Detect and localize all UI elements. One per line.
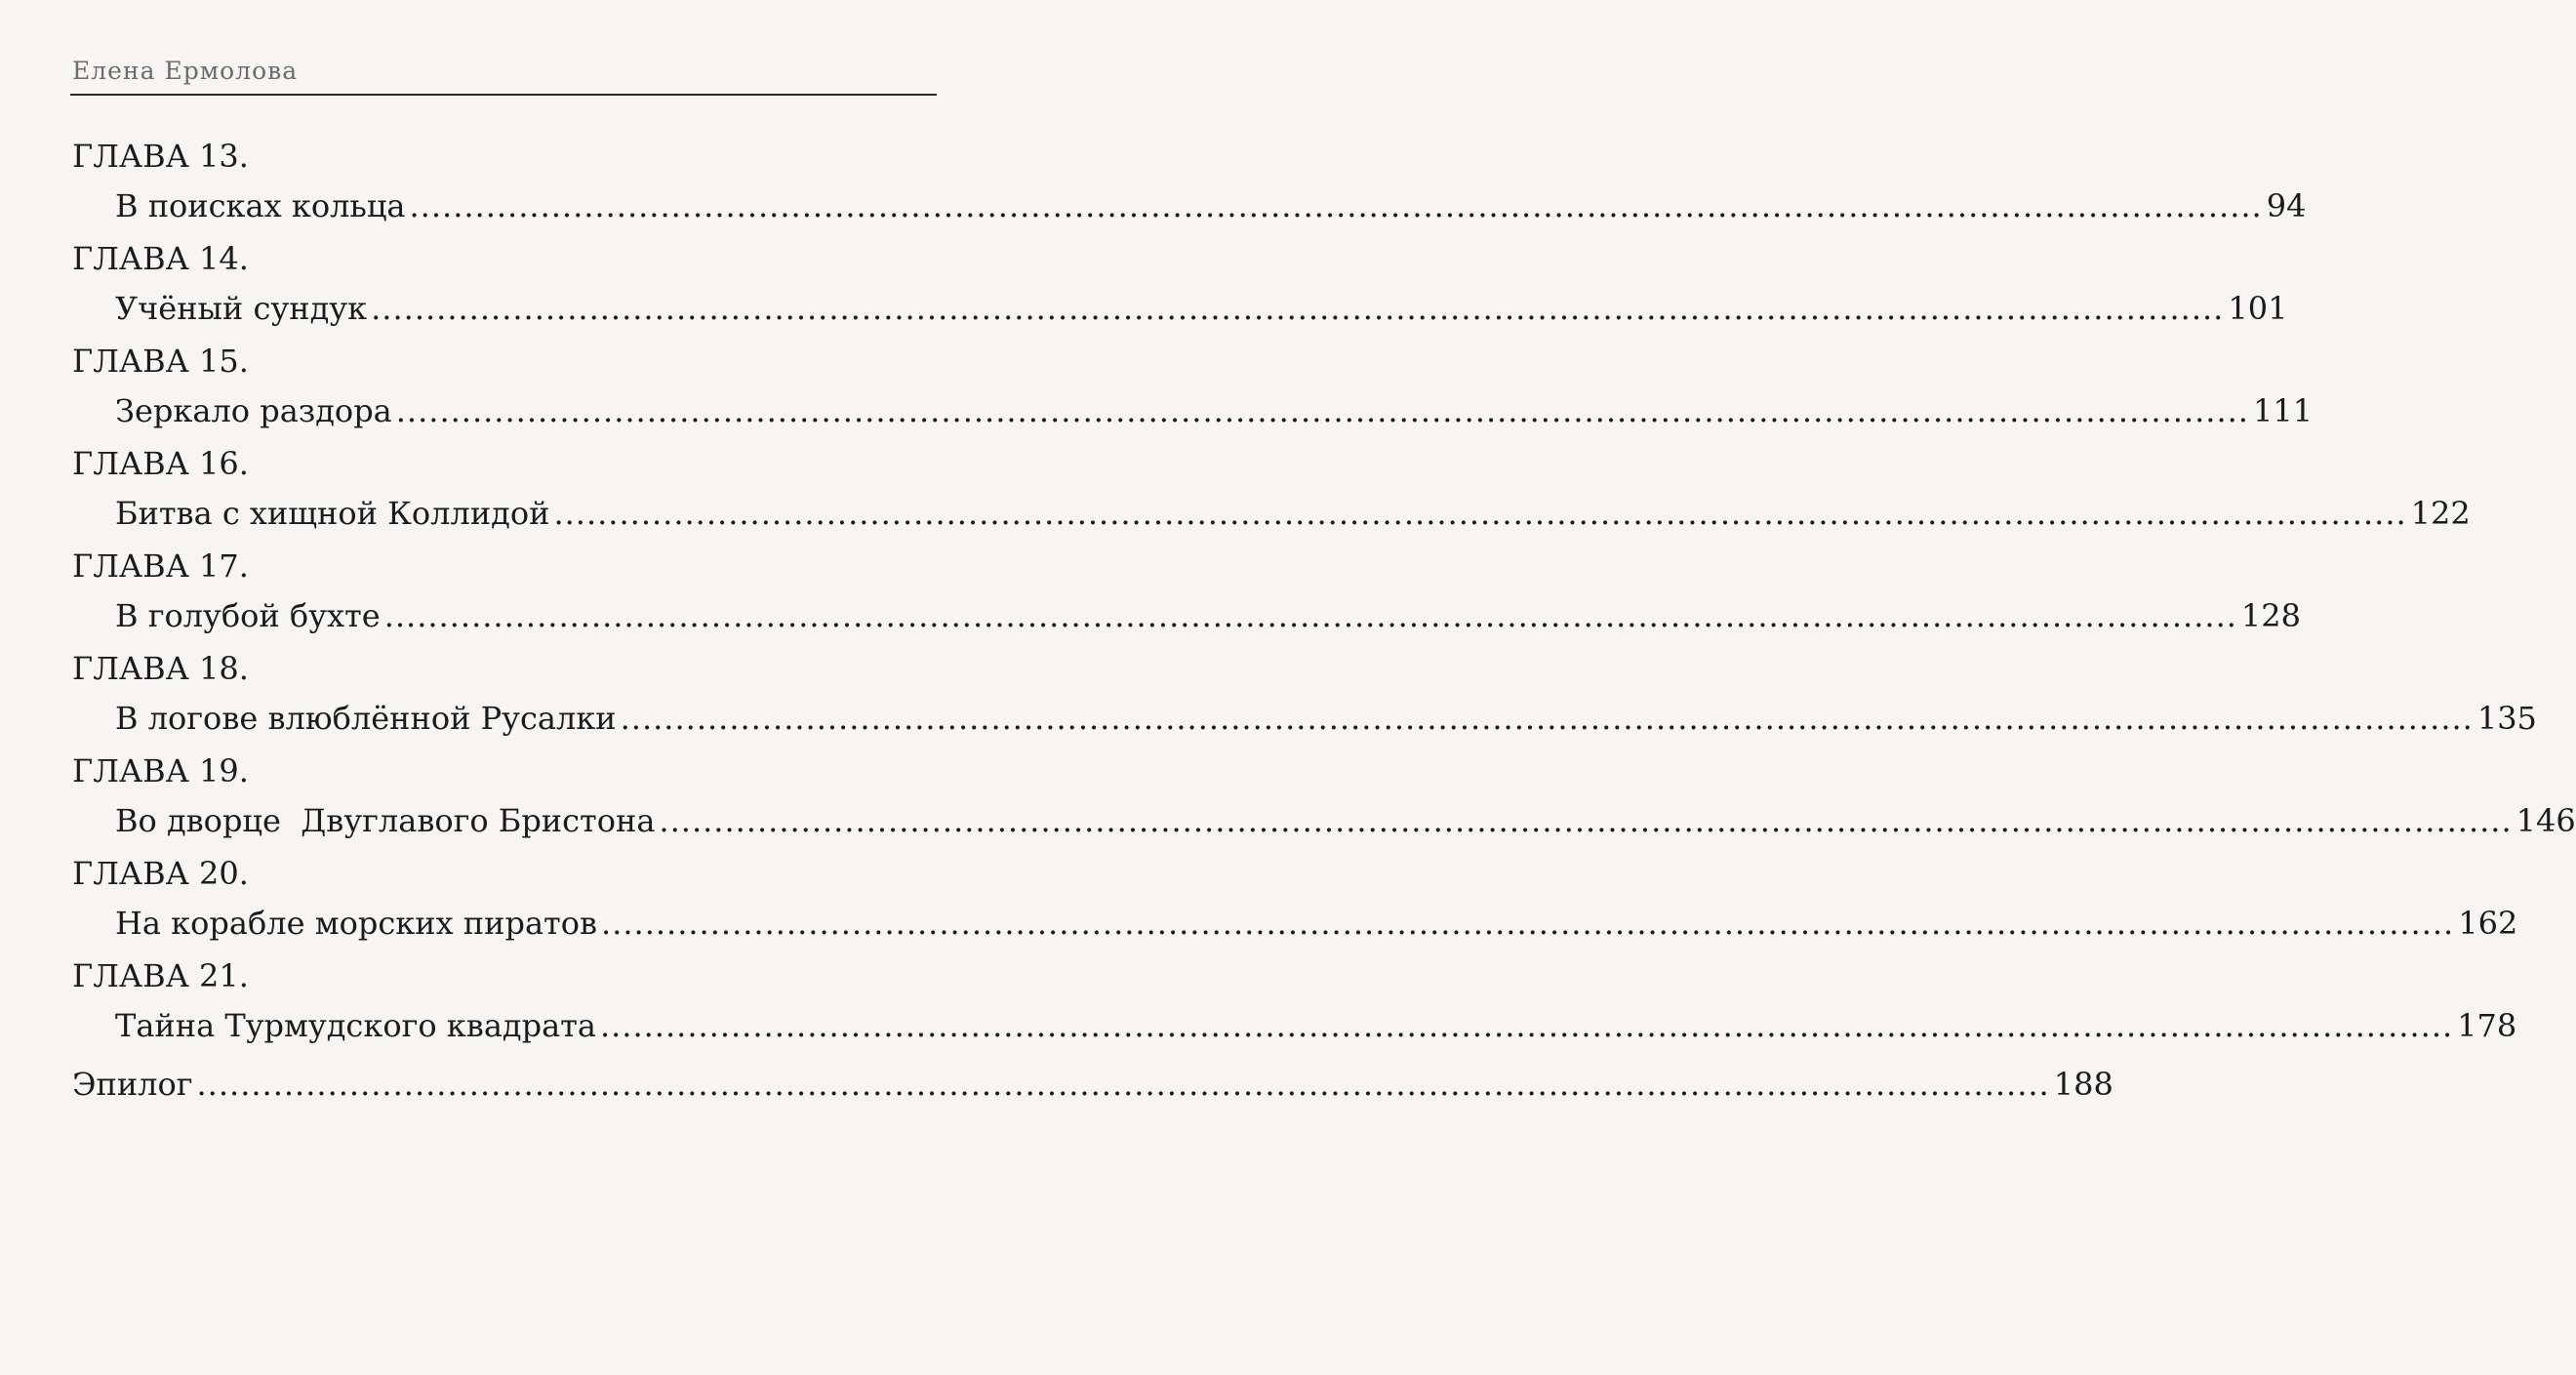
toc-entry	[115, 390, 2314, 431]
chapter-label: ГЛАВА 18.	[72, 650, 249, 687]
toc-chapter	[0, 342, 2314, 444]
chapter-title: Учёный сундук	[115, 290, 368, 327]
toc-entry	[115, 903, 2518, 944]
toc-chapter	[0, 137, 2307, 239]
toc-entry	[115, 493, 2471, 534]
page-number: 101	[2228, 290, 2288, 327]
chapter-title: В поисках кольца	[115, 187, 406, 224]
page-number: 111	[2252, 392, 2314, 429]
page-number: 188	[2053, 1066, 2113, 1103]
chapter-title: В голубой бухте	[115, 597, 381, 634]
dot-leader: ..........................................................................................................................................................................	[383, 597, 2237, 634]
chapter-title: Битва с хищной Коллидой	[115, 495, 550, 532]
header-rule	[70, 94, 937, 96]
chapter-label: ГЛАВА 13.	[72, 138, 249, 175]
toc-epilog-entry	[72, 1064, 2113, 1105]
page-number: 122	[2410, 495, 2471, 532]
toc-chapter	[0, 444, 2471, 546]
epilog-title: Эпилог	[72, 1066, 193, 1103]
dot-leader: ..........................................................................................................................................................................	[620, 700, 2474, 737]
dot-leader: ..........................................................................................................................................................................	[599, 1007, 2454, 1044]
chapter-title: Во дворце Двуглавого Бристона	[115, 802, 656, 839]
page-number: 94	[2266, 187, 2307, 224]
chapter-label: ГЛАВА 20.	[72, 855, 249, 892]
dot-leader: ..........................................................................................................................................................................	[659, 802, 2513, 839]
toc-entry	[115, 698, 2537, 739]
running-head-author: Елена Ермолова	[72, 57, 299, 85]
chapter-title: В логове влюблённой Русалки	[115, 700, 617, 737]
toc-chapter	[0, 649, 2537, 751]
toc-chapter	[0, 239, 2288, 342]
chapter-label: ГЛАВА 21.	[72, 957, 249, 994]
toc-entry	[115, 288, 2288, 329]
toc-chapter	[0, 956, 2517, 1059]
table-of-contents	[0, 137, 2576, 1059]
chapter-label: ГЛАВА 15.	[72, 343, 249, 380]
dot-leader: ..........................................................................................................................................................................	[409, 187, 2263, 224]
chapter-label: ГЛАВА 19.	[72, 752, 249, 789]
page-number: 162	[2458, 905, 2518, 942]
dot-leader: ..........................................................................................................................................................................	[553, 495, 2407, 532]
dot-leader: ..........................................................................................................................................................................	[371, 290, 2225, 327]
toc-chapter	[0, 546, 2301, 649]
dot-leader: ..........................................................................................................................................................................	[395, 392, 2249, 429]
chapter-title: На корабле морских пиратов	[115, 905, 597, 942]
toc-entry	[115, 595, 2301, 636]
page-number: 135	[2476, 700, 2537, 737]
toc-entry	[115, 1005, 2517, 1046]
page-number: 128	[2240, 597, 2301, 634]
page-number: 146	[2516, 802, 2576, 839]
toc-entry	[115, 185, 2307, 226]
chapter-title: Зеркало раздора	[115, 392, 392, 429]
chapter-label: ГЛАВА 16.	[72, 445, 249, 482]
chapter-title: Тайна Турмудского квадрата	[115, 1007, 596, 1044]
toc-chapter	[0, 854, 2518, 956]
toc-entry	[115, 800, 2576, 841]
chapter-label: ГЛАВА 17.	[72, 547, 249, 585]
dot-leader: ..........................................................................................................................................................................	[601, 905, 2455, 942]
toc-chapter	[0, 751, 2576, 854]
chapter-label: ГЛАВА 14.	[72, 240, 249, 277]
dot-leader: ..........................................................................................................................................................................	[196, 1066, 2050, 1103]
page-number: 178	[2457, 1007, 2517, 1044]
